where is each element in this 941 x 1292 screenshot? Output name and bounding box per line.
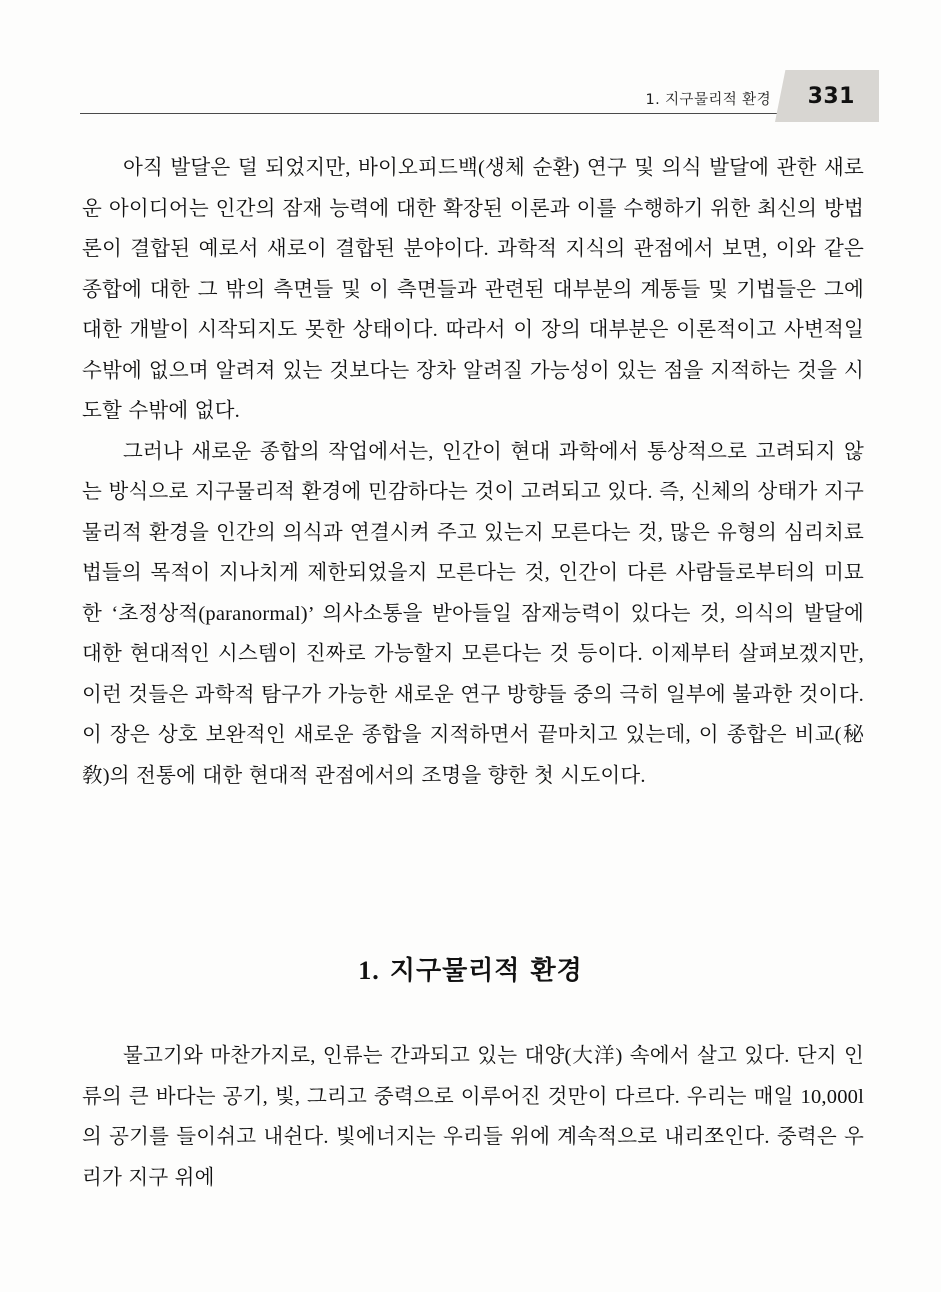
paragraph-2: 그러나 새로운 종합의 작업에서는, 인간이 현대 과학에서 통상적으로 고려되지 않는 방식으로 지구물리적 환경에 민감하다는 것이 고려되고 있다. 즉, 신체의 상태가 지구물리적 환경을 인간의 의식과 연결시켜 주고 있는지 모른다는 것, 많은 유형의 심리치료법들의 목적이 지나치게 제한되었을지 모른다는 것, 인간이 다른 사람들로부터의 미묘한 ‘초정상적(paranormal)’ 의사소통을 받아들일 잠재능력이 있다는 것, 의식의 발달에 대한 현대적인 시스템이 진짜로 가능할지 모른다는 것 등이다. 이제부터 살펴보겠지만, 이런 것들은 과학적 탐구가 가능한 새로운 연구 방향들 중의 극히 일부에 불과한 것이다. 이 장은 상호 보완적인 새로운 종합을 지적하면서 끝마치고 있는데, 이 종합은 비교(秘敎)의 전통에 대한 현대적 관점에서의 조명을 향한 첫 시도이다. [82, 440, 864, 787]
page-header [80, 86, 879, 122]
header-rule [80, 113, 879, 114]
body-text-block-2 [82, 1036, 864, 1198]
section-heading [0, 950, 941, 987]
section-title: 지구물리적 환경 [389, 956, 583, 986]
paragraph-1: 아직 발달은 덜 되었지만, 바이오피드백(생체 순환) 연구 및 의식 발달에 관한 새로운 아이디어는 인간의 잠재 능력에 대한 확장된 이론과 이를 수행하기 위한 최신의 방법론이 결합된 예로서 새로이 결합된 분야이다. 과학적 지식의 관점에서 보면, 이와 같은 종합에 대한 그 밖의 측면들 및 이 측면들과 관련된 대부분의 계통들 및 기법들은 그에 대한 개발이 시작되지도 못한 상태이다. 따라서 이 장의 대부분은 이론적이고 사변적일 수밖에 없으며 알려져 있는 것보다는 장차 알려질 가능성이 있는 점을 지적하는 것을 시도할 수밖에 없다. [82, 157, 864, 422]
body-text-block [82, 148, 864, 796]
paragraph-3: 물고기와 마찬가지로, 인류는 간과되고 있는 대양(大洋) 속에서 살고 있다. 단지 인류의 큰 바다는 공기, 빛, 그리고 중력으로 이루어진 것만이 다르다. 우리는 매일 10,000l의 공기를 들이쉬고 내쉰다. 빛에너지는 우리들 위에 계속적으로 내리쪼인다. 중력은 우리가 지구 위에 [82, 1045, 864, 1189]
page-number: 331 [807, 84, 855, 109]
section-number: 1. [358, 956, 380, 985]
running-head: 1. 지구물리적 환경 [645, 92, 771, 108]
